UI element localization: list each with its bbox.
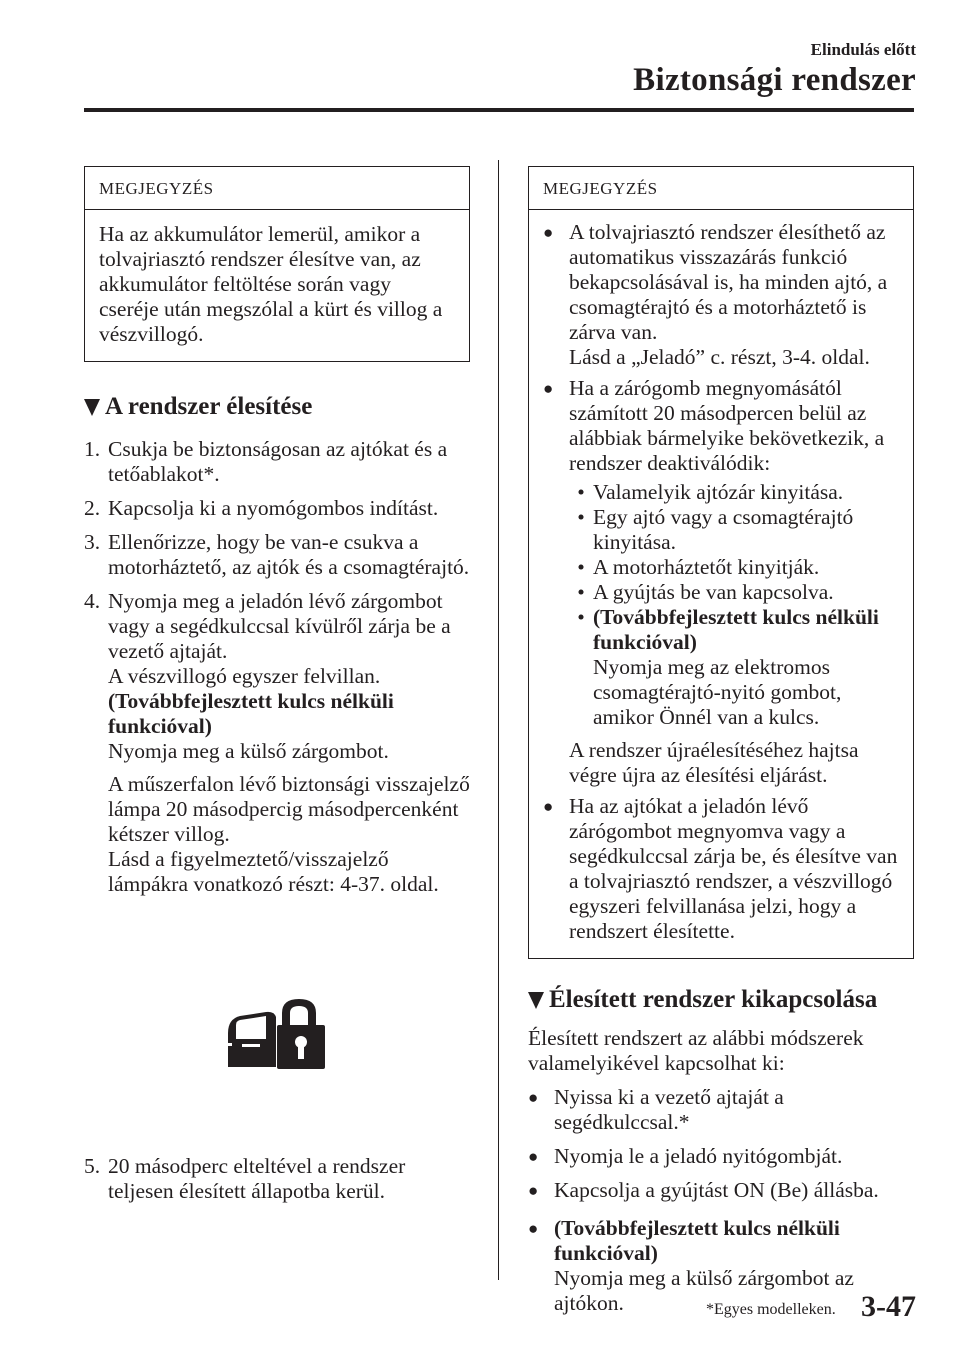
note-bullet-text: A tolvajriasztó rendszer élesíthető az automatikus visszazárás funkció bekapcsolásával is, ha minden ajtó, a csomagtérajtó és a motorháztető is zárva van. [569, 220, 888, 344]
step-bold-text: (Továbbfejlesztett kulcs nélküli funkcióval) [108, 689, 394, 738]
step-text: Csukja be biztonságosan az ajtókat és a tetőablakot*. [108, 437, 448, 486]
sub-item [569, 555, 899, 580]
sub-item-text: Nyomja meg az elektromos csomagtérajtó-nyitó gombot, amikor Önnél van a kulcs. [593, 655, 842, 729]
note-bullet-text: Ha az ajtókat a jeladón lévő zárógombot megnyomva vagy a segédkulccsal zárja be, és élesítve van a tolvajriasztó rendszer, a vészvillogó egyszeri felvillanása jelzi, hogy a rendszert élesítette. [569, 794, 898, 943]
section-heading [528, 987, 914, 1012]
sub-item-bold: (Továbbfejlesztett kulcs nélküli funkcióval) [593, 605, 879, 654]
note-box [528, 166, 914, 959]
section-heading-text: Élesített rendszer kikapcsolása [549, 986, 878, 1013]
list-item-bold: (Továbbfejlesztett kulcs nélküli funkcióval) [554, 1216, 840, 1265]
step-item [84, 1154, 470, 1204]
right-column [528, 166, 914, 1322]
step-item [84, 496, 470, 521]
sub-bullet-icon: • [577, 505, 585, 529]
page-title: Biztonsági rendszer [633, 62, 916, 98]
left-step-5 [84, 1154, 470, 1213]
list-item-text: Nyomja le a jeladó nyitógombját. [554, 1144, 843, 1168]
note-body [529, 210, 913, 958]
page-number: 3-47 [861, 1290, 916, 1323]
step-number: 4. [84, 589, 101, 613]
sub-bullet-icon: • [577, 555, 585, 579]
header-section: Elindulás előtt [810, 40, 916, 59]
note-body [85, 210, 469, 361]
sub-bullet-icon: • [577, 580, 585, 604]
left-column [84, 166, 470, 906]
note-bullet [543, 794, 899, 944]
step-text: Nyomja meg a jeladón lévő zárgombot vagy a segédkulccsal kívülről zárja be a vezető ajtaját. [108, 589, 451, 663]
sub-item [569, 580, 899, 605]
sub-item-text: A gyújtás be van kapcsolva. [593, 580, 834, 604]
car-lock-icon [222, 995, 332, 1075]
sub-item [569, 505, 899, 555]
triangle-down-icon [84, 399, 100, 416]
step-text: A műszerfalon lévő biztonsági visszajelző lámpa 20 másodpercig másodpercenként kétszer villog. [108, 772, 470, 846]
note-title: MEGJEGYZÉS [85, 167, 469, 210]
step-number: 3. [84, 530, 101, 554]
bullet-icon: ● [543, 223, 554, 242]
note-bullet-text: A rendszer újraélesítéséhez hajtsa végre újra az élesítési eljárást. [569, 738, 859, 787]
note-text: Ha az akkumulátor lemerül, amikor a tolvajriasztó rendszer élesítve van, az akkumulátor feltöltése során vagy cseréje után megszólal a kürt és villog a vészvillogó. [99, 222, 443, 346]
note-box [84, 166, 470, 362]
step-number: 5. [84, 1154, 101, 1178]
sub-item-text: Valamelyik ajtózár kinyitása. [593, 480, 844, 504]
sub-item [569, 480, 899, 505]
footer-note: *Egyes modelleken. [706, 1301, 836, 1318]
step-text: Lásd a figyelmeztető/visszajelző lámpákra vonatkozó részt: 4-37. oldal. [108, 847, 439, 896]
bullet-icon: ● [528, 1219, 539, 1238]
step-text: Kapcsolja ki a nyomógombos indítást. [108, 496, 439, 520]
step-body [108, 589, 470, 897]
column-divider [498, 160, 499, 1280]
sub-bullet-icon: • [577, 480, 585, 504]
sub-item-text: Egy ajtó vagy a csomagtérajtó kinyitása. [593, 505, 854, 554]
step-number: 2. [84, 496, 101, 520]
note-bullet-text: Ha a zárógomb megnyomásától számított 20 másodpercen belül az alábbiak bármelyike bekövetkezik, a rendszer deaktiválódik: [569, 376, 885, 475]
bullet-icon: ● [528, 1147, 539, 1166]
note-bullet [543, 376, 899, 788]
bullet-icon: ● [543, 379, 554, 398]
step-item [84, 530, 470, 580]
list-item-text: Nyissa ki a vezető ajtaját a segédkulccsal.* [554, 1085, 784, 1134]
step-text: A vészvillogó egyszer felvillan. [108, 664, 381, 688]
step-number: 1. [84, 437, 101, 461]
step-text: 20 másodperc elteltével a rendszer teljesen élesített állapotba kerül. [108, 1154, 406, 1203]
note-title: MEGJEGYZÉS [529, 167, 913, 210]
intro-text: Élesített rendszert az alábbi módszerek valamelyikével kapcsolhat ki: [528, 1026, 864, 1075]
header-rule [84, 108, 914, 112]
step-text: Nyomja meg a külső zárgombot. [108, 739, 389, 763]
note-bullet-ref: Lásd a „Jeladó” c. részt, 3-4. oldal. [569, 345, 870, 369]
list-item [528, 1085, 914, 1135]
section-heading [84, 394, 470, 419]
list-item-text: Kapcsolja a gyújtást ON (Be) állásba. [554, 1178, 879, 1202]
sub-bullet-icon: • [577, 605, 585, 629]
sub-item [569, 605, 899, 730]
bullet-icon: ● [543, 797, 554, 816]
step-text: Ellenőrizze, hogy be van-e csukva a motorháztető, az ajtók és a csomagtérajtó. [108, 530, 470, 579]
triangle-down-icon [528, 992, 544, 1009]
bullet-icon: ● [528, 1181, 539, 1200]
step-item [84, 589, 470, 897]
sub-item-text: A motorháztetőt kinyitják. [593, 555, 820, 579]
note-bullet [543, 220, 899, 370]
bullet-icon: ● [528, 1088, 539, 1107]
list-item [528, 1144, 914, 1169]
list-item-text: Nyomja meg a külső zárgombot az ajtókon. [554, 1266, 854, 1315]
step-item [84, 437, 470, 487]
list-item [528, 1178, 914, 1203]
section-heading-text: A rendszer élesítése [105, 393, 313, 420]
